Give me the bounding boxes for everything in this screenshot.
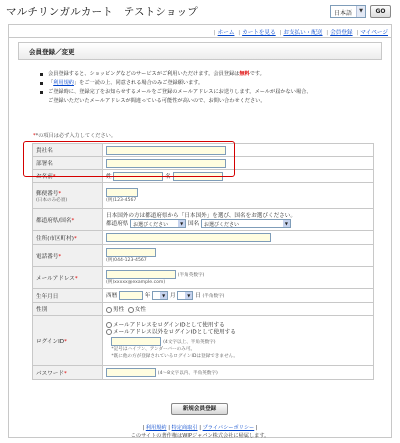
chevron-down-icon: ▼ [162, 293, 166, 298]
form-row-password: パスワード* (4〜8文字以内、半角英数字) [33, 366, 374, 380]
chevron-down-icon: ▼ [187, 293, 191, 298]
form-row-email: メールアドレス* (半角英数字) (例)xxxxx@example.com) [33, 267, 374, 289]
login-email-radio[interactable] [106, 322, 112, 328]
nav-payment[interactable]: お支払い・配送 [283, 30, 323, 36]
male-radio[interactable] [106, 307, 112, 313]
form-row-name: お名前* 姓 名 [33, 170, 374, 183]
form-row-address [33, 231, 374, 245]
register-button[interactable]: 新規会員登録 [171, 403, 228, 415]
address-label: 住所(市区町村)* [33, 231, 103, 245]
login-id-input[interactable] [111, 337, 161, 346]
postal-input[interactable] [106, 188, 138, 197]
copyright: このサイトの著作権はWIPジャパン株式会社に帰属します。 [130, 433, 270, 439]
password-input[interactable] [106, 368, 156, 377]
phone-input[interactable] [106, 248, 156, 257]
note-item: 会員登録すると、ショッピングなどのサービスがご利用いただけます。会員登録は無料です。 [40, 70, 370, 79]
first-name-input[interactable] [173, 172, 223, 181]
note-item: 「利用規約」をご一読の上、同意される場合のみご登録願います。 [40, 79, 370, 88]
notes [40, 70, 370, 106]
language-select-value: 日本語 [334, 10, 353, 17]
password-label: パスワード* [33, 366, 103, 380]
email-input[interactable] [106, 270, 176, 279]
department-label: 部署名 [33, 157, 103, 170]
footer-terms-link[interactable]: 利用規約 [145, 425, 167, 431]
form-row-prefecture: 都道府県/国名* 日本国外の方は都道府県から「日本国外」を選び、国名をお選びください。 都道府県 お選びください ▼ 国名 お選びください ▼ [33, 209, 374, 231]
prefecture-select[interactable]: お選びください ▼ [130, 219, 186, 228]
form-row-gender: 性別 男性 女性 [33, 303, 374, 316]
form-row-company [33, 144, 374, 157]
footer-nav: | 利用規約 | 特定商取引 | プライバシーポリシー | [142, 425, 258, 431]
birthday-label: 生年月日 [33, 289, 103, 303]
footer-commerce-link[interactable]: 特定商取引 [171, 425, 198, 431]
nav-register[interactable]: 会員登録 [330, 30, 353, 36]
prefecture-label: 都道府県/国名* [33, 209, 103, 231]
form-row-postal: 郵便番号* (日本のみ必須) (例)123-4567 [33, 183, 374, 209]
required-note: **の項目は必ず入力してください。 [33, 133, 117, 139]
chevron-down-icon: ▼ [284, 221, 288, 226]
nav-cart[interactable]: カートを見る [242, 30, 276, 36]
name-label: お名前* [33, 170, 103, 183]
last-name-input[interactable] [113, 172, 163, 181]
nav-mypage[interactable]: マイページ [360, 30, 388, 36]
chevron-down-icon: ▼ [356, 6, 365, 17]
form-row-birthday: 生年月日 西暦 年 ▼ 月 ▼ 日 (半角数字) [33, 289, 374, 303]
female-radio[interactable] [128, 307, 134, 313]
section-title: 会員登録／変更 [29, 48, 75, 56]
top-nav: | ホーム | カートを見る | お支払い・配送 | 会員登録 | マイページ [213, 30, 388, 36]
divider [8, 37, 392, 38]
chevron-down-icon: ▼ [180, 221, 184, 226]
address-input[interactable] [106, 233, 271, 242]
form-row-login: ログインID* メールアドレスをログインIDとして使用する メールアドレス以外をログインIDとして使用する (4文字以上、半角英数字) *記号はハイフン、アンダーバーのみ可。 *既に他の方が登録されているログインIDは登録できません。 [33, 316, 374, 366]
email-label: メールアドレス* [33, 267, 103, 289]
login-custom-radio[interactable] [106, 329, 112, 335]
terms-link[interactable]: 利用規約 [53, 80, 74, 86]
registration-form [32, 143, 374, 380]
birth-year-input[interactable] [119, 291, 143, 300]
language-select[interactable] [330, 5, 366, 18]
department-input[interactable] [106, 159, 226, 168]
shop-title: マルチリンガルカート テストショップ [6, 6, 198, 18]
country-select[interactable]: お選びください ▼ [201, 219, 291, 228]
birth-month-select[interactable] [152, 291, 168, 300]
form-row-department [33, 157, 374, 170]
phone-label: 電話番号* [33, 245, 103, 267]
section-header [18, 42, 382, 60]
gender-label: 性別 [33, 303, 103, 316]
postal-label: 郵便番号* (日本のみ必須) [33, 183, 103, 209]
note-item: ご登録時に、登録完了をお知らせするメールをご登録のメールアドレスにお送りします。メールが届かない場合、 ご登録いただいたメールアドレスが間違っている可能性が高いので、お問い合わせください。 [40, 88, 370, 106]
footer-privacy-link[interactable]: プライバシーポリシー [202, 425, 255, 431]
free-text: 無料 [239, 71, 250, 77]
login-id-label: ログインID* [33, 316, 103, 366]
company-input[interactable] [106, 146, 226, 155]
nav-home[interactable]: ホーム [217, 30, 235, 36]
form-row-phone: 電話番号* (例)044-123-4567 [33, 245, 374, 267]
go-button[interactable]: GO [370, 5, 391, 18]
company-label: 貴社名 [33, 144, 103, 157]
birth-day-select[interactable] [177, 291, 193, 300]
